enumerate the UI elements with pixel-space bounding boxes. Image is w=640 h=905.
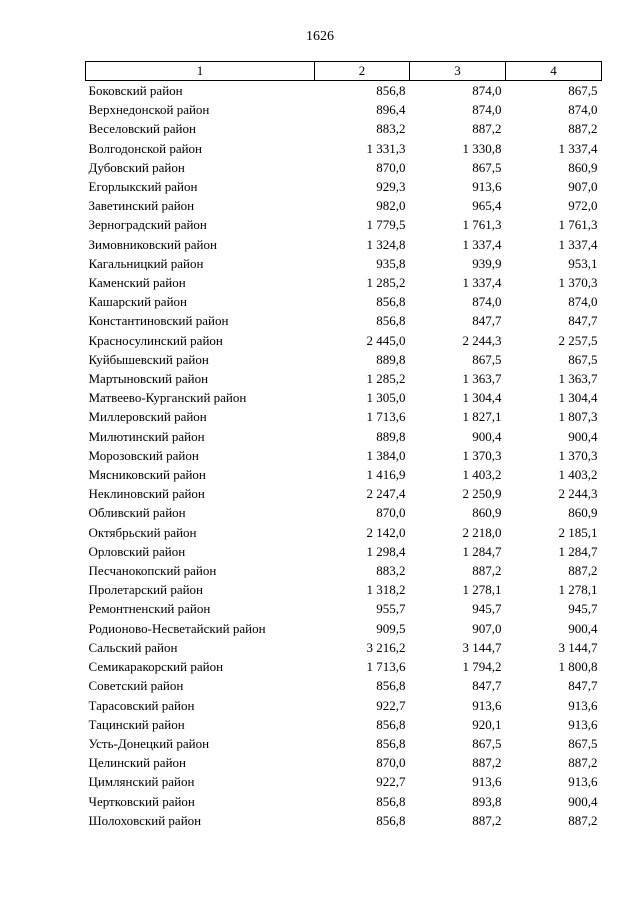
value-cell-col-2: 922,7 xyxy=(376,774,406,790)
district-name-cell: Обливский район xyxy=(88,505,186,521)
value-cell-col-4: 2 257,5 xyxy=(558,332,598,348)
value-cell-col-4: 867,5 xyxy=(568,351,598,367)
district-name-cell: Октябрьский район xyxy=(88,524,197,540)
value-cell-col-3: 1 304,4 xyxy=(462,390,502,406)
district-name-cell: Волгодонской район xyxy=(88,140,203,156)
table-row xyxy=(86,311,602,330)
district-name-cell: Тарасовский район xyxy=(88,697,195,713)
value-cell-col-4: 1 284,7 xyxy=(558,543,598,559)
table-row xyxy=(86,388,602,407)
value-cell-col-4: 847,7 xyxy=(568,678,598,694)
column-header-1: 1 xyxy=(86,62,315,81)
value-cell-col-2: 1 416,9 xyxy=(366,467,406,483)
district-name-cell: Семикаракорский район xyxy=(88,659,224,675)
value-cell-col-3: 1 284,7 xyxy=(462,543,502,559)
district-name-cell: Егорлыкский район xyxy=(88,179,198,195)
table-row xyxy=(86,235,602,254)
value-cell-col-3: 2 250,9 xyxy=(462,486,502,502)
value-cell-col-2: 1 298,4 xyxy=(366,543,406,559)
value-cell-col-4: 1 337,4 xyxy=(558,236,598,252)
district-name-cell: Красносулинский район xyxy=(88,332,223,348)
value-cell-col-2: 883,2 xyxy=(376,121,406,137)
value-cell-col-4: 913,6 xyxy=(568,697,598,713)
value-cell-col-3: 945,7 xyxy=(472,601,502,617)
value-cell-col-4: 913,6 xyxy=(568,774,598,790)
column-header-3: 3 xyxy=(410,62,506,81)
value-cell-col-4: 1 337,4 xyxy=(558,140,598,156)
value-cell-col-3: 867,5 xyxy=(472,351,502,367)
district-name-cell: Ремонтненский район xyxy=(88,601,211,617)
district-name-cell: Усть-Донецкий район xyxy=(88,735,210,751)
table-row xyxy=(86,792,602,811)
value-cell-col-4: 887,2 xyxy=(568,121,598,137)
value-cell-col-2: 2 142,0 xyxy=(366,524,406,540)
value-cell-col-4: 900,4 xyxy=(568,793,598,809)
table-row xyxy=(86,676,602,695)
data-table xyxy=(85,61,602,830)
value-cell-col-4: 1 304,4 xyxy=(558,390,598,406)
value-cell-col-3: 2 244,3 xyxy=(462,332,502,348)
value-cell-col-3: 2 218,0 xyxy=(462,524,502,540)
district-name-cell: Кагальницкий район xyxy=(88,255,204,271)
value-cell-col-4: 3 144,7 xyxy=(558,639,598,655)
value-cell-col-3: 1 827,1 xyxy=(462,409,502,425)
value-cell-col-4: 2 185,1 xyxy=(558,524,598,540)
value-cell-col-4: 907,0 xyxy=(568,179,598,195)
value-cell-col-2: 922,7 xyxy=(376,697,406,713)
value-cell-col-4: 860,9 xyxy=(568,505,598,521)
table-row xyxy=(86,81,602,101)
value-cell-col-4: 860,9 xyxy=(568,159,598,175)
value-cell-col-4: 867,5 xyxy=(568,735,598,751)
value-cell-col-2: 856,8 xyxy=(376,294,406,310)
table-row xyxy=(86,446,602,465)
table-row xyxy=(86,811,602,830)
value-cell-col-3: 1 363,7 xyxy=(462,371,502,387)
district-name-cell: Веселовский район xyxy=(88,121,196,137)
value-cell-col-3: 907,0 xyxy=(472,620,502,636)
value-cell-col-3: 920,1 xyxy=(472,716,502,732)
district-name-cell: Чертковский район xyxy=(88,793,195,809)
value-cell-col-3: 887,2 xyxy=(472,121,502,137)
value-cell-col-2: 856,8 xyxy=(376,793,406,809)
value-cell-col-3: 847,7 xyxy=(472,678,502,694)
value-cell-col-2: 856,8 xyxy=(376,313,406,329)
district-name-cell: Неклиновский район xyxy=(88,486,205,502)
district-name-cell: Сальский район xyxy=(88,639,178,655)
value-cell-col-2: 856,8 xyxy=(376,812,406,828)
value-cell-col-3: 847,7 xyxy=(472,313,502,329)
district-name-cell: Милютинский район xyxy=(88,428,205,444)
value-cell-col-3: 874,0 xyxy=(472,294,502,310)
district-name-cell: Заветинский район xyxy=(88,198,195,214)
value-cell-col-4: 867,5 xyxy=(568,83,598,98)
value-cell-col-3: 887,2 xyxy=(472,563,502,579)
district-name-cell: Родионово-Несветайский район xyxy=(88,620,266,636)
table-row xyxy=(86,369,602,388)
table-body xyxy=(86,81,602,830)
value-cell-col-2: 856,8 xyxy=(376,83,406,98)
value-cell-col-4: 887,2 xyxy=(568,812,598,828)
district-name-cell: Дубовский район xyxy=(88,159,185,175)
table-row xyxy=(86,119,602,138)
value-cell-col-4: 1 761,3 xyxy=(558,217,598,233)
value-cell-col-4: 900,4 xyxy=(568,620,598,636)
value-cell-col-2: 909,5 xyxy=(376,620,406,636)
value-cell-col-2: 896,4 xyxy=(376,102,406,118)
value-cell-col-2: 1 285,2 xyxy=(366,275,406,291)
value-cell-col-2: 1 324,8 xyxy=(366,236,406,252)
district-name-cell: Каменский район xyxy=(88,275,186,291)
table-row xyxy=(86,638,602,657)
table-row xyxy=(86,753,602,772)
value-cell-col-3: 1 403,2 xyxy=(462,467,502,483)
district-name-cell: Целинский район xyxy=(88,755,186,771)
value-cell-col-4: 1 403,2 xyxy=(558,467,598,483)
value-cell-col-2: 2 247,4 xyxy=(366,486,406,502)
table-row xyxy=(86,292,602,311)
value-cell-col-3: 887,2 xyxy=(472,812,502,828)
table-row xyxy=(86,273,602,292)
value-cell-col-4: 913,6 xyxy=(568,716,598,732)
table-row xyxy=(86,350,602,369)
table-row xyxy=(86,580,602,599)
district-name-cell: Кашарский район xyxy=(88,294,187,310)
value-cell-col-2: 870,0 xyxy=(376,505,406,521)
value-cell-col-4: 847,7 xyxy=(568,313,598,329)
value-cell-col-3: 913,6 xyxy=(472,697,502,713)
district-name-cell: Боковский район xyxy=(88,83,183,98)
value-cell-col-2: 889,8 xyxy=(376,428,406,444)
value-cell-col-2: 929,3 xyxy=(376,179,406,195)
district-name-cell: Морозовский район xyxy=(88,447,199,463)
table-header xyxy=(86,62,602,81)
value-cell-col-4: 1 800,8 xyxy=(558,659,598,675)
value-cell-col-2: 955,7 xyxy=(376,601,406,617)
district-name-cell: Шолоховский район xyxy=(88,812,202,828)
table-row xyxy=(86,561,602,580)
value-cell-col-4: 1 363,7 xyxy=(558,371,598,387)
district-name-cell: Константиновский район xyxy=(88,313,229,329)
table-row xyxy=(86,254,602,273)
table-row xyxy=(86,599,602,618)
district-name-cell: Пролетарский район xyxy=(88,582,204,598)
district-name-cell: Верхнедонской район xyxy=(88,102,210,118)
value-cell-col-4: 945,7 xyxy=(568,601,598,617)
value-cell-col-3: 887,2 xyxy=(472,755,502,771)
table-row xyxy=(86,484,602,503)
district-name-cell: Куйбышевский район xyxy=(88,351,209,367)
table-row xyxy=(86,215,602,234)
table-row xyxy=(86,407,602,426)
value-cell-col-3: 1 794,2 xyxy=(462,659,502,675)
table-row xyxy=(86,177,602,196)
value-cell-col-3: 1 761,3 xyxy=(462,217,502,233)
value-cell-col-2: 1 384,0 xyxy=(366,447,406,463)
value-cell-col-2: 1 305,0 xyxy=(366,390,406,406)
value-cell-col-3: 1 278,1 xyxy=(462,582,502,598)
value-cell-col-2: 1 713,6 xyxy=(366,409,406,425)
value-cell-col-4: 874,0 xyxy=(568,294,598,310)
column-header-4: 4 xyxy=(506,62,602,81)
value-cell-col-2: 1 318,2 xyxy=(366,582,406,598)
district-name-cell: Мясниковский район xyxy=(88,467,206,483)
value-cell-col-3: 3 144,7 xyxy=(462,639,502,655)
district-name-cell: Орловский район xyxy=(88,543,186,559)
column-header-2: 2 xyxy=(315,62,410,81)
value-cell-col-3: 900,4 xyxy=(472,428,502,444)
value-cell-col-2: 1 779,5 xyxy=(366,217,406,233)
value-cell-col-4: 887,2 xyxy=(568,563,598,579)
value-cell-col-3: 965,4 xyxy=(472,198,502,214)
value-cell-col-2: 870,0 xyxy=(376,159,406,175)
value-cell-col-4: 887,2 xyxy=(568,755,598,771)
value-cell-col-4: 1 278,1 xyxy=(558,582,598,598)
value-cell-col-3: 1 370,3 xyxy=(462,447,502,463)
page-number: 1626 xyxy=(306,29,334,44)
value-cell-col-2: 889,8 xyxy=(376,351,406,367)
district-name-cell: Миллеровский район xyxy=(88,409,207,425)
value-cell-col-2: 883,2 xyxy=(376,563,406,579)
value-cell-col-3: 913,6 xyxy=(472,179,502,195)
district-name-cell: Цимлянский район xyxy=(88,774,195,790)
table-row xyxy=(86,503,602,522)
value-cell-col-3: 1 337,4 xyxy=(462,275,502,291)
value-cell-col-3: 867,5 xyxy=(472,735,502,751)
value-cell-col-3: 860,9 xyxy=(472,505,502,521)
table-row xyxy=(86,734,602,753)
header-row xyxy=(86,62,602,81)
value-cell-col-2: 856,8 xyxy=(376,678,406,694)
table-row xyxy=(86,619,602,638)
district-name-cell: Матвеево-Курганский район xyxy=(88,390,247,406)
value-cell-col-4: 900,4 xyxy=(568,428,598,444)
district-name-cell: Песчанокопский район xyxy=(88,563,217,579)
table-row xyxy=(86,523,602,542)
value-cell-col-4: 972,0 xyxy=(568,198,598,214)
value-cell-col-4: 1 370,3 xyxy=(558,275,598,291)
table-row xyxy=(86,331,602,350)
value-cell-col-3: 913,6 xyxy=(472,774,502,790)
value-cell-col-2: 856,8 xyxy=(376,735,406,751)
district-name-cell: Тацинский район xyxy=(88,716,185,732)
value-cell-col-2: 1 285,2 xyxy=(366,371,406,387)
value-cell-col-2: 1 331,3 xyxy=(366,140,406,156)
table-row xyxy=(86,139,602,158)
value-cell-col-3: 1 330,8 xyxy=(462,140,502,156)
table-row xyxy=(86,772,602,791)
table-row xyxy=(86,465,602,484)
value-cell-col-4: 1 807,3 xyxy=(558,409,598,425)
table-row xyxy=(86,196,602,215)
value-cell-col-3: 939,9 xyxy=(472,255,502,271)
value-cell-col-2: 935,8 xyxy=(376,255,406,271)
table-row xyxy=(86,100,602,119)
district-name-cell: Зимовниковский район xyxy=(88,236,217,252)
district-name-cell: Зерноградский район xyxy=(88,217,207,233)
value-cell-col-4: 2 244,3 xyxy=(558,486,598,502)
value-cell-col-2: 1 713,6 xyxy=(366,659,406,675)
value-cell-col-3: 874,0 xyxy=(472,102,502,118)
table-row xyxy=(86,696,602,715)
value-cell-col-4: 1 370,3 xyxy=(558,447,598,463)
value-cell-col-2: 982,0 xyxy=(376,198,406,214)
district-name-cell: Мартыновский район xyxy=(88,371,209,387)
value-cell-col-3: 867,5 xyxy=(472,159,502,175)
value-cell-col-2: 856,8 xyxy=(376,716,406,732)
value-cell-col-2: 2 445,0 xyxy=(366,332,406,348)
value-cell-col-2: 870,0 xyxy=(376,755,406,771)
value-cell-col-3: 1 337,4 xyxy=(462,236,502,252)
district-name-cell: Советский район xyxy=(88,678,184,694)
value-cell-col-3: 893,8 xyxy=(472,793,502,809)
table-row xyxy=(86,158,602,177)
value-cell-col-4: 953,1 xyxy=(568,255,598,271)
table-row xyxy=(86,427,602,446)
value-cell-col-3: 874,0 xyxy=(472,83,502,98)
table-row xyxy=(86,542,602,561)
table-row xyxy=(86,715,602,734)
value-cell-col-4: 874,0 xyxy=(568,102,598,118)
table-row xyxy=(86,657,602,676)
value-cell-col-2: 3 216,2 xyxy=(366,639,406,655)
